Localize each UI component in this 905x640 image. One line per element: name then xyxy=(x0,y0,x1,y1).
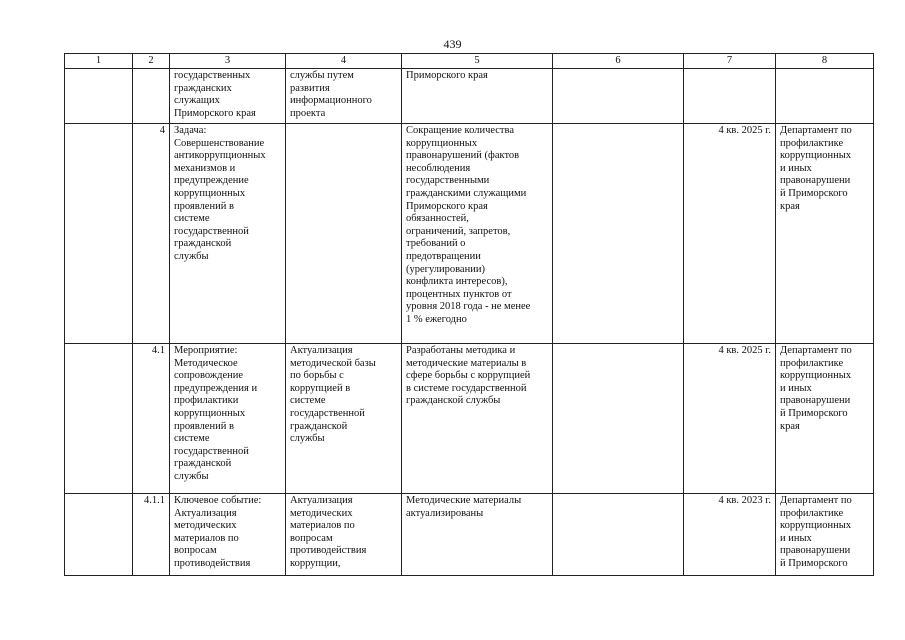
cell-number: 4.1 xyxy=(133,344,170,494)
header-cell: 8 xyxy=(776,54,874,69)
table-row xyxy=(65,344,874,494)
cell-description: Актуализация методических материалов по вопросам противодействия коррупции, xyxy=(286,494,402,576)
cell-task: государственных гражданских служащих Приморского края xyxy=(170,69,286,124)
page-number: 439 xyxy=(443,37,462,51)
cell-deadline xyxy=(684,69,776,124)
cell-deadline: 4 кв. 2025 г. xyxy=(684,124,776,344)
cell-col6 xyxy=(553,69,684,124)
header-cell: 4 xyxy=(286,54,402,69)
cell-col1 xyxy=(65,344,133,494)
cell-number: 4.1.1 xyxy=(133,494,170,576)
cell-description: Актуализация методической базы по борьбы с коррупцией в системе государственной гражданской службы xyxy=(286,344,402,494)
cell-description xyxy=(286,124,402,344)
header-cell: 2 xyxy=(133,54,170,69)
cell-number xyxy=(133,69,170,124)
cell-description: службы путем развития информационного проекта xyxy=(286,69,402,124)
cell-responsible: Департамент по профилактике коррупционных и иных правонарушени й Приморского xyxy=(776,494,874,576)
cell-col6 xyxy=(553,344,684,494)
cell-deadline: 4 кв. 2025 г. xyxy=(684,344,776,494)
table-row xyxy=(65,494,874,576)
cell-responsible xyxy=(776,69,874,124)
cell-task: Мероприятие: Методическое сопровождение предупреждения и профилактики коррупционных проявлений в системе государственной гражданской службы xyxy=(170,344,286,494)
cell-col6 xyxy=(553,124,684,344)
cell-number: 4 xyxy=(133,124,170,344)
header-cell: 1 xyxy=(65,54,133,69)
cell-responsible: Департамент по профилактике коррупционных и иных правонарушени й Приморского края xyxy=(776,344,874,494)
cell-col1 xyxy=(65,69,133,124)
cell-col1 xyxy=(65,494,133,576)
cell-result: Разработаны методика и методические материалы в сфере борьбы с коррупцией в системе государственной гражданской службы xyxy=(402,344,553,494)
header-cell: 6 xyxy=(553,54,684,69)
header-cell: 5 xyxy=(402,54,553,69)
cell-deadline: 4 кв. 2023 г. xyxy=(684,494,776,576)
header-row xyxy=(65,54,874,69)
table-row xyxy=(65,69,874,124)
plan-table xyxy=(64,53,874,576)
cell-result: Методические материалы актуализированы xyxy=(402,494,553,576)
cell-result: Приморского края xyxy=(402,69,553,124)
header-cell: 3 xyxy=(170,54,286,69)
cell-col6 xyxy=(553,494,684,576)
header-cell: 7 xyxy=(684,54,776,69)
cell-col1 xyxy=(65,124,133,344)
table-row xyxy=(65,124,874,344)
cell-responsible: Департамент по профилактике коррупционных и иных правонарушени й Приморского края xyxy=(776,124,874,344)
cell-task: Ключевое событие: Актуализация методических материалов по вопросам противодействия xyxy=(170,494,286,576)
cell-task: Задача: Совершенствование антикоррупционных механизмов и предупреждение коррупционных проявлений в системе государственной гражданской службы xyxy=(170,124,286,344)
cell-result: Сокращение количества коррупционных правонарушений (фактов несоблюдения государственными гражданскими служащими Приморского края обязанностей, ограничений, запретов, требований о предотвращении (урегулировании) конфликта интересов), процентных пунктов от уровня 2018 года - не менее 1 % ежегодно xyxy=(402,124,553,344)
